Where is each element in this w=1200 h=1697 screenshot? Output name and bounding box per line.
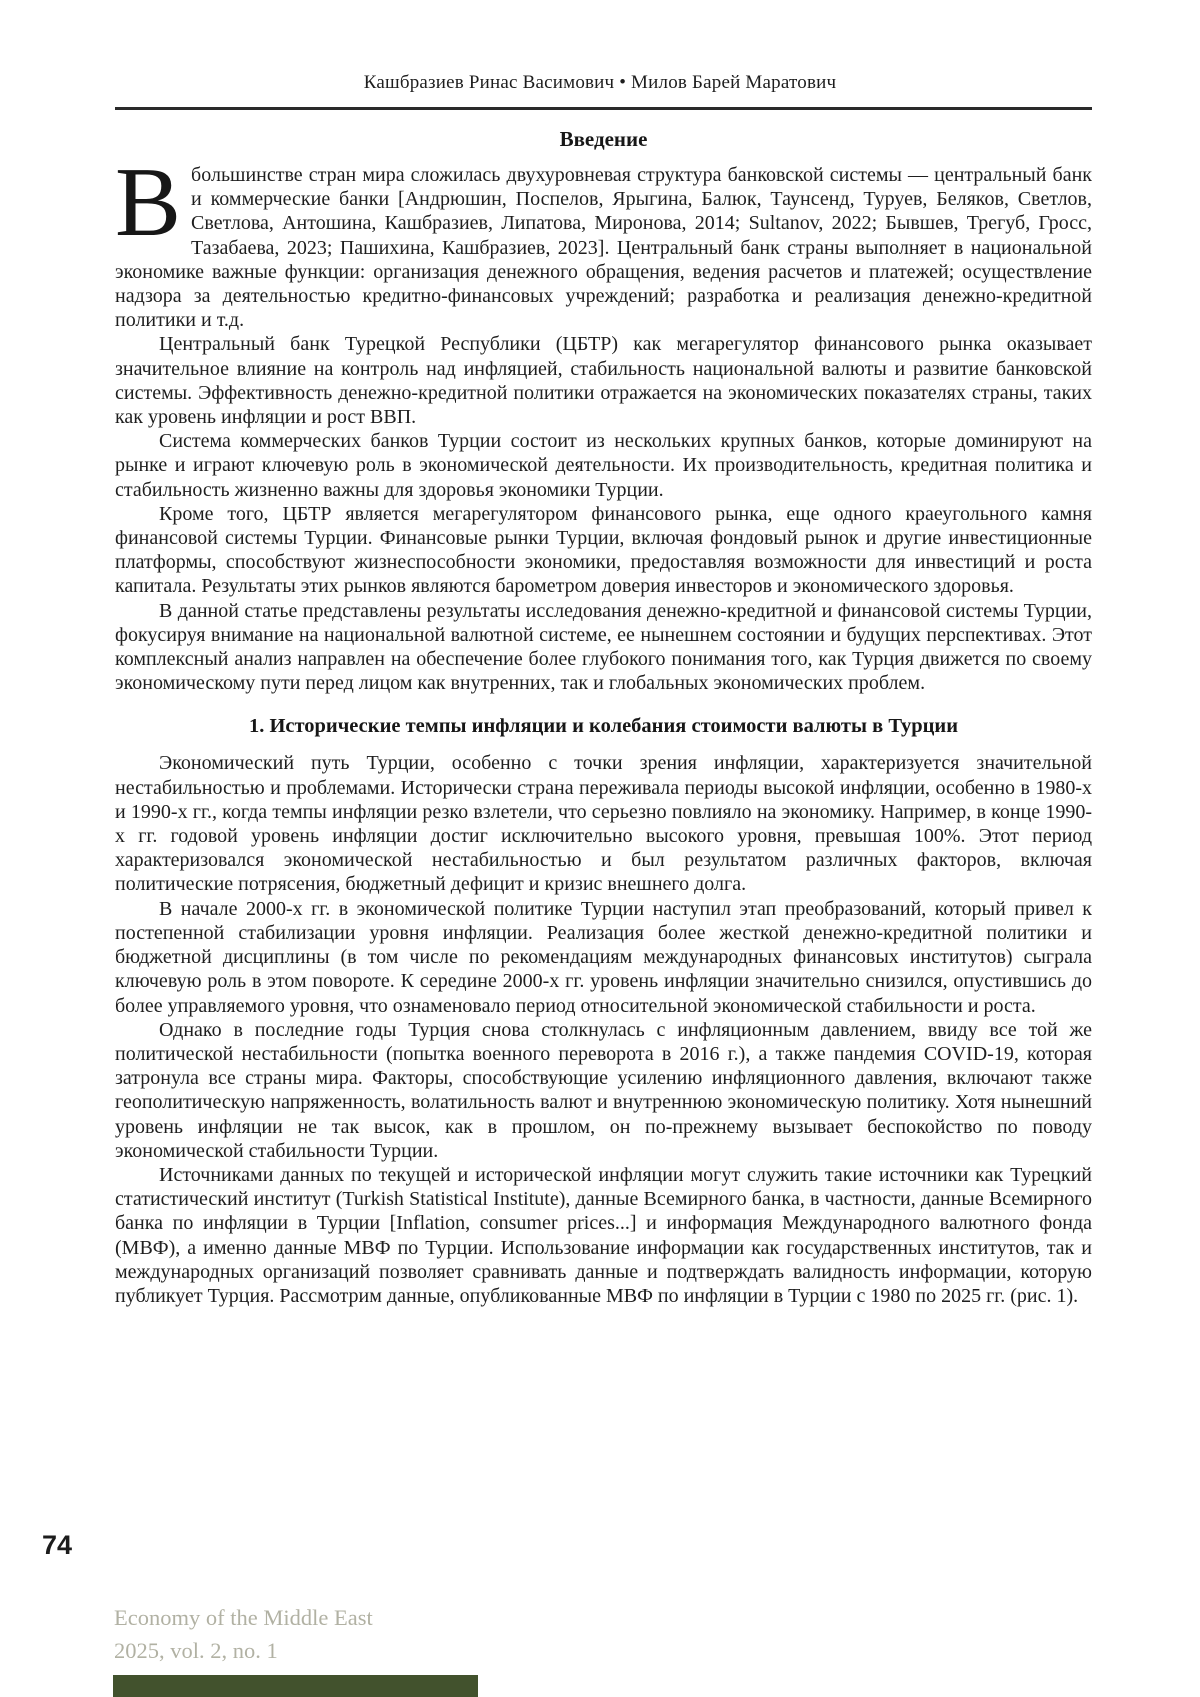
page-number: 74 (42, 1530, 73, 1560)
paragraph: Источниками данных по текущей и исторической инфляции могут служить такие источники как Турецкий статистический институт (Turkish Statistical Institute), данные Всемирного банка, в частности, данные Всемирного банка по инфляции в Турции [Inflation, consumer prices...] и информация Международного валютного фонда (МВФ), а именно данные МВФ по Турции. Использование информации как государственных институтов, так и международных организаций позволяет сравнивать данные и подтверждать валидность информации, которую публикует Турция. Рассмотрим данные, опубликованные МВФ по инфляции в Турции с 1980 по 2025 гг. (рис. 1). (115, 1163, 1092, 1307)
journal-name: Economy of the Middle East (114, 1605, 373, 1630)
paragraph (115, 148, 1092, 332)
paragraph-text: большинстве стран мира сложилась двухуровневая структура банковской системы — центральный банк и коммерческие банки [Андрюшин, Поспелов, Ярыгина, Балюк, Таунсенд, Туруев, Беляков, Светлов, Светлова, Антошина, Кашбразиев, Липатова, Миронова, 2014; Sultanov, 2022; Бывшев, Трегуб, Гросс, Тазабаева, 2023; Пашихина, Кашбразиев, 2023]. Центральный банк страны выполняет в национальной экономике важные функции: организация денежного обращения, ведения расчетов и платежей; осуществление надзора за деятельностью кредитно-финансовых учреждений; разработка и реализация денежно-кредитной политики и т.д. (115, 164, 1092, 332)
paragraph: Центральный банк Турецкой Республики (ЦБТР) как мегарегулятор финансового рынка оказывает значительное влияние на контроль над инфляцией, стабильность национальной валюты и развитие банковской системы. Эффективность денежно-кредитной политики отражается на экономических показателях страны, таких как уровень инфляции и рост ВВП. (115, 333, 1092, 429)
section-1-heading: 1. Исторические темпы инфляции и колебания стоимости валюты в Турции (248, 715, 959, 738)
journal-imprint (114, 1601, 373, 1667)
paragraph: Экономический путь Турции, особенно с точки зрения инфляции, характеризуется значительной нестабильностью и проблемами. Исторически страна переживала периоды высокой инфляции, особенно в 1980-х и 1990-х гг., когда темпы инфляции резко взлетели, что серьезно повлияло на экономику. Например, в конце 1990-х гг. годовой уровень инфляции достиг исключительно высокого уровня, превышая 100%. Этот период характеризовался экономической нестабильностью и был результатом различных факторов, включая политические потрясения, бюджетный дефицит и кризис внешнего долга. (115, 752, 1092, 896)
introduction-heading: Введение (559, 127, 648, 151)
footer-accent-bar (113, 1675, 478, 1697)
paragraph: В данной статье представлены результаты исследования денежно-кредитной и финансовой системы Турции, фокусируя внимание на национальной валютной системе, ее нынешнем состоянии и будущих перспективах. Этот комплексный анализ направлен на обеспечение более глубокого понимания того, как Турция движется по своему экономическому пути перед лицом как внутренних, так и глобальных экономических проблем. (115, 599, 1092, 695)
article-body (115, 127, 1092, 1308)
page-header (0, 0, 1200, 110)
running-head: Кашбразиев Ринас Васимович • Милов Барей Маратович (363, 72, 837, 93)
journal-issue: 2025, vol. 2, no. 1 (114, 1638, 278, 1663)
header-rule (115, 107, 1092, 110)
paragraph: Система коммерческих банков Турции состоит из нескольких крупных банков, которые доминируют на рынке и играют ключевую роль в экономической деятельности. Их производительность, кредитная политика и стабильность жизненно важны для здоровья экономики Турции. (115, 430, 1092, 501)
paragraph: Кроме того, ЦБТР является мегарегулятором финансового рынка, еще одного краеугольного камня финансовой системы Турции. Финансовые рынки Турции, включая фондовый рынок и другие инвестиционные платформы, способствуют жизнеспособности экономики, предоставляя возможности для инвестиций и роста капитала. Результаты этих рынков являются барометром доверия инвесторов и экономического здоровья. (115, 502, 1092, 598)
drop-cap: В (115, 148, 182, 257)
paragraph: Однако в последние годы Турция снова столкнулась с инфляционным давлением, ввиду все той же политической нестабильности (попытка военного переворота в 2016 г.), а также пандемия COVID-19, которая затронула все страны мира. Факторы, способствующие усилению инфляционного давления, включают также геополитическую напряженность, волатильность валют и внутреннюю экономическую политику. Хотя нынешний уровень инфляции не так высок, как в прошлом, он по-прежнему вызывает беспокойство по поводу экономической стабильности Турции. (115, 1018, 1092, 1162)
paragraph: В начале 2000-х гг. в экономической политике Турции наступил этап преобразований, который привел к постепенной стабилизации уровня инфляции. Реализация более жесткой денежно-кредитной политики и бюджетной дисциплины (в том числе по рекомендациям международных финансовых институтов) сыграла ключевую роль в этом повороте. К середине 2000-х гг. уровень инфляции значительно снизился, опустившись до более управляемого уровня, что ознаменовало период относительной экономической стабильности и роста. (115, 897, 1092, 1017)
